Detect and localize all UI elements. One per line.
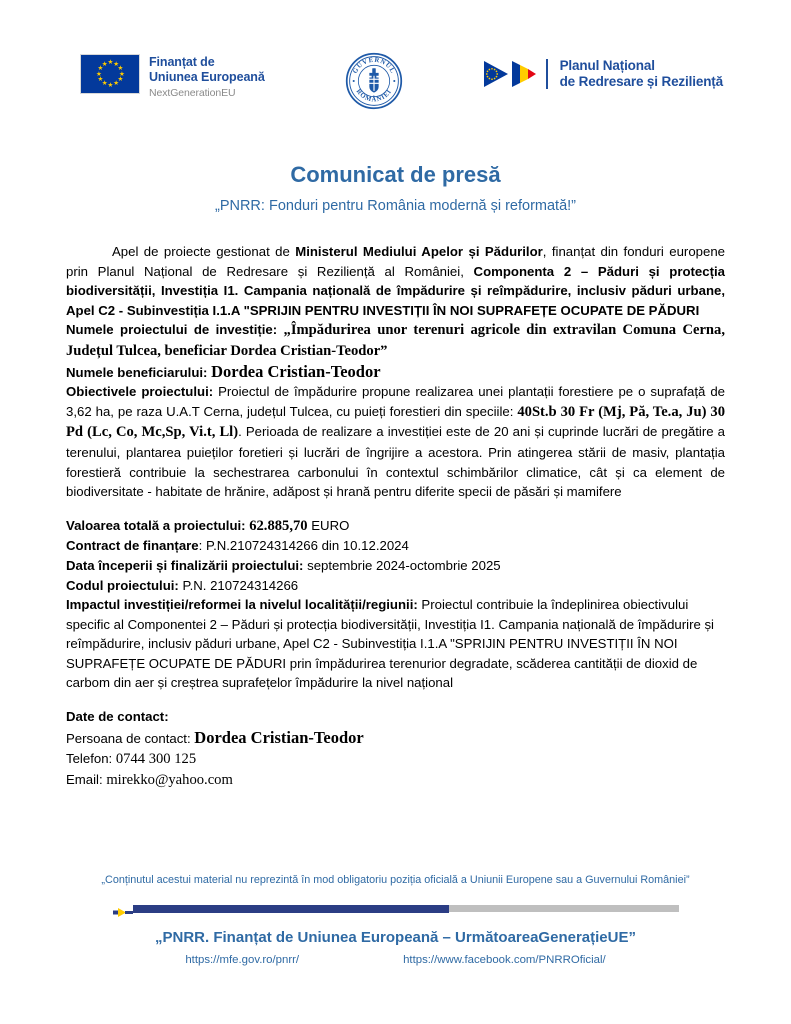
- contact-phone-label: Telefon:: [66, 751, 116, 767]
- intro-ministry-name: Ministerul Mediului Apelor și Pădurilor: [295, 244, 543, 259]
- footer-links: [66, 953, 725, 968]
- eu-star-icon: ★: [113, 80, 120, 88]
- eu-flag-icon: [80, 54, 140, 94]
- financial-details-block: [66, 516, 725, 595]
- contact-email-value: mirekko@yahoo.com: [106, 771, 233, 788]
- intro-program-details: Componenta 2 – Păduri și protecția biodiversității, Investiția I1. Campania națională de împădurire și reîmpădurire, inclusiv păduri urbane, Apel C2 - Subinvestiția I.1.A "SPRIJIN PENTRU INVESTIȚII ÎN NOI SUPRAFEȚE OCUPATE DE PĂDURI: [66, 263, 725, 318]
- eu-logo-text: [149, 54, 265, 100]
- financial-value-amount: 62.885,70: [245, 517, 308, 534]
- objectives-paragraph: [66, 382, 725, 502]
- contact-person-value: Dordea Cristian-Teodor: [194, 727, 364, 747]
- pnrr-logo-rule: [546, 59, 548, 89]
- pnrr-chevrons-icon: [483, 60, 537, 88]
- eu-star-icon: ★: [101, 60, 108, 68]
- intro-text-2: , finanțat din fonduri europene prin Planul Național de Redresare și Reziliență al României,: [66, 244, 725, 279]
- footer-divider: [113, 904, 679, 913]
- financial-row: [66, 536, 725, 556]
- objectives-species-codes: 40St.b 30 Fr (Mj, Pă, Te.a, Ju) 30 Pd (Lc, Co, Mc,Sp, Vi.t, Ll): [66, 403, 726, 441]
- financial-label: Data începerii și finalizării proiectului:: [66, 557, 304, 573]
- eu-funding-logo: [80, 54, 265, 100]
- financial-value: : P.N.210724314266 din 10.12.2024: [198, 538, 409, 554]
- contact-phone-value: 0744 300 125: [115, 751, 197, 768]
- contact-person-row: [66, 728, 725, 750]
- financial-value: P.N. 210724314266: [178, 577, 299, 593]
- contact-heading: Date de contact:: [66, 709, 169, 725]
- contact-person-label: Persoana de contact:: [66, 730, 195, 746]
- financial-value: EURO: [307, 517, 350, 533]
- footer-divider-gray: [449, 905, 678, 912]
- project-name-value: „Împădurirea unor terenuri agricole din extravilan Comuna Cerna, Județul Tulcea, beneficiar Dordea Cristian-Teodor”: [66, 322, 725, 359]
- romania-tricolor-chevron-icon: [511, 60, 537, 88]
- eu-chevron-icon: [483, 60, 509, 88]
- intro-paragraph: [66, 242, 725, 320]
- impact-text: Proiectul contribuie la îndeplinirea obiectivului specific al Componentei 2 – Păduri și protecția biodiversității, Investiția I1. Campania națională de împădurire și reîmpădurire, inclusiv păduri urbane, Apel C2 - Subinvestiția I.1.A "SPRIJIN PENTRU INVESTIȚII ÎN NOI SUPRAFEȚE OCUPATE DE PĂDURI prin împădurirea terenurior degradate, scăderea cantității de dioxid de carbom din aer și creștrea suprafețelor împădurire la nivel național: [66, 597, 714, 691]
- footer-disclaimer: „Conținutul acestui material nu reprezintă în mod obligatoriu poziția oficială a Uniunii Europene sau a Guvernului României”: [101, 874, 690, 886]
- contact-phone-row: [66, 749, 725, 770]
- impact-label: Impactul investiției/reformei la nivelul localității/regiunii:: [66, 597, 418, 613]
- footer-link-mfe[interactable]: https://mfe.gov.ro/pnrr/: [185, 954, 300, 966]
- eu-logo-line2: Uniunea Europeană: [149, 69, 265, 84]
- eu-star-icon: ★: [107, 59, 114, 66]
- financial-value: septembrie 2024-octombrie 2025: [303, 557, 501, 573]
- eu-star-icon: ★: [96, 70, 102, 78]
- pnrr-logo-line2: de Redresare și Reziliență: [559, 73, 723, 89]
- financial-label: Contract de finanțare: [66, 538, 199, 554]
- page-title: Comunicat de presă: [290, 162, 501, 187]
- contact-email-row: [66, 770, 725, 791]
- pnrr-logo: [483, 58, 723, 89]
- eu-star-icon: ★: [107, 82, 114, 89]
- project-name-row: [66, 320, 725, 361]
- pnrr-logo-text: [560, 58, 723, 89]
- project-name-separator: :: [272, 322, 284, 338]
- logo-bar: [66, 0, 725, 126]
- beneficiary-label: Numele beneficiarului: [66, 364, 204, 380]
- eu-star-icon: ★: [113, 60, 120, 68]
- eu-star-icon: ★: [97, 76, 104, 84]
- eu-logo-subtitle: NextGenerationEU: [149, 87, 236, 99]
- footer-arrow-icon: [113, 904, 133, 913]
- eu-star-icon: ★: [117, 64, 124, 72]
- beneficiary-row: [66, 362, 725, 383]
- impact-paragraph: [66, 595, 725, 693]
- eu-star-icon: ★: [97, 64, 104, 72]
- financial-label: Codul proiectului:: [66, 577, 179, 593]
- footer-divider-blue: [133, 905, 450, 913]
- contact-email-label: Email:: [66, 771, 107, 787]
- footer-link-facebook[interactable]: https://www.facebook.com/PNRROficial/: [403, 954, 606, 966]
- eu-star-icon: ★: [119, 70, 125, 78]
- eu-star-icon: ★: [117, 76, 124, 84]
- contact-block: [66, 707, 725, 790]
- pnrr-logo-line1: Planul Național: [559, 58, 655, 73]
- beneficiary-separator: :: [203, 364, 212, 380]
- objectives-text-2: . Perioada de realizare a investiției este de 20 ani și cuprinde lucrări de pregătire a terenului, plantarea puieților foretieri și lucrări de îngrijire a acestora. Prin atingerea stării de masiv, plantația forestieră contribuie la sechestrarea carbonului în contextul schimbărilor climatice, cât și ca element de biodiversitate - habitate de hrănire, adăpost și hrană pentru diferite specii de păsări și mamifere: [66, 424, 726, 500]
- footer-title: „PNRR. Finanțat de Uniunea Europeană – UrmătoareaGenerațieUE”: [155, 929, 636, 946]
- svg-text:GUVERNUL: GUVERNUL: [351, 56, 396, 75]
- objectives-label: Obiectivele proiectului:: [66, 384, 214, 400]
- financial-row: [66, 516, 725, 537]
- svg-text:ROMÂNIEI: ROMÂNIEI: [354, 87, 394, 104]
- objectives-text-1: Proiectul de împădurire propune realizarea unei plantații forestiere pe o suprafață de 3,62 ha, pe raza U.A.T Cerna, județul Tulcea, cu puieți forestieri din speciile:: [66, 384, 725, 419]
- financial-label: Valoarea totală a proiectului:: [66, 517, 246, 533]
- intro-text-1: Apel de proiecte gestionat de: [112, 244, 296, 259]
- eu-star-icon: ★: [101, 80, 108, 88]
- beneficiary-value: Dordea Cristian-Teodor: [211, 361, 381, 381]
- romanian-government-seal-icon: [345, 52, 403, 110]
- project-name-label: Numele proiectului de investiție: [66, 322, 273, 338]
- financial-row: [66, 556, 725, 576]
- financial-row: [66, 576, 725, 596]
- document-body: [66, 242, 725, 790]
- page-footer: [66, 873, 725, 968]
- page-subtitle: „PNRR: Fonduri pentru România modernă și reformată!”: [214, 198, 577, 214]
- eu-logo-line1: Finanțat de: [149, 55, 215, 69]
